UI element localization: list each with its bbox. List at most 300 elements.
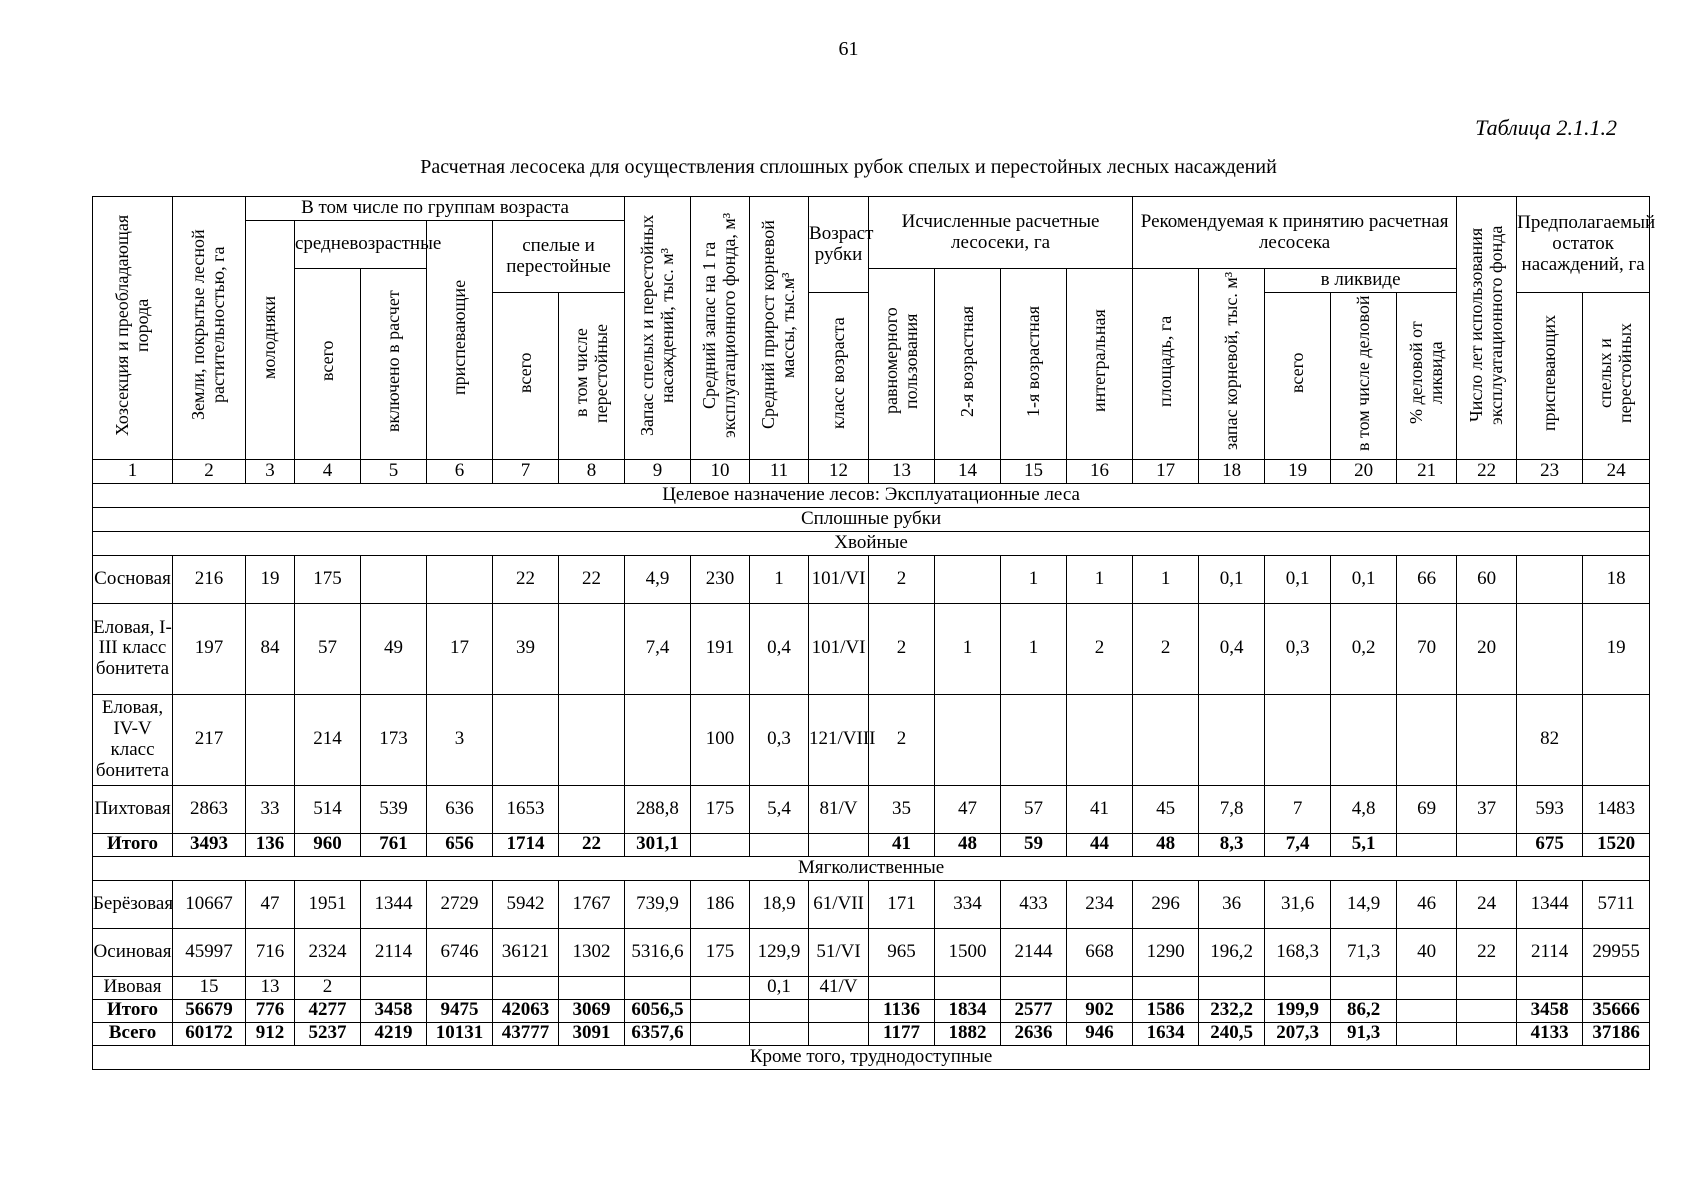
table-cell: 57 xyxy=(295,603,361,694)
table-cell xyxy=(1067,694,1133,785)
table-cell: 1344 xyxy=(1517,880,1583,928)
section-conifer: Хвойные xyxy=(93,531,1650,555)
table-cell: 29955 xyxy=(1583,928,1650,976)
table-cell: 668 xyxy=(1067,928,1133,976)
table-cell: 47 xyxy=(935,785,1001,833)
table-cell: 1653 xyxy=(493,785,559,833)
table-cell: 6 xyxy=(427,459,493,483)
table-cell: 761 xyxy=(361,833,427,856)
table-cell: 61/VII xyxy=(809,880,869,928)
table-cell: 14,9 xyxy=(1331,880,1397,928)
table-cell: 20 xyxy=(1331,459,1397,483)
header-age-groups: В том числе по группам возраста xyxy=(246,197,625,221)
table-row xyxy=(93,603,1650,694)
table-cell xyxy=(691,1022,750,1045)
total-row-conifer xyxy=(93,833,1650,856)
table-cell: 4219 xyxy=(361,1022,427,1045)
table-cell xyxy=(1001,694,1067,785)
table-cell: 1 xyxy=(750,555,809,603)
table-cell: 69 xyxy=(1397,785,1457,833)
table-cell xyxy=(559,603,625,694)
section-row-footer xyxy=(93,1045,1650,1069)
section-purpose: Целевое назначение лесов: Эксплуатационные леса xyxy=(93,483,1650,507)
table-cell: 19 xyxy=(246,555,295,603)
table-cell: 66 xyxy=(1397,555,1457,603)
table-cell: 1 xyxy=(1001,603,1067,694)
header-c22: Число лет использования эксплуатационного фонда xyxy=(1457,197,1517,460)
table-cell: 3458 xyxy=(1517,999,1583,1022)
header-mid-age: средневозрастные xyxy=(295,221,427,269)
header-c2: Земли, покрытые лесной растительностью, га xyxy=(173,197,246,460)
table-cell: 1 xyxy=(935,603,1001,694)
table-cell xyxy=(935,555,1001,603)
section-softwood: Мягколиственные xyxy=(93,856,1650,880)
table-cell: 33 xyxy=(246,785,295,833)
page-number: 61 xyxy=(838,38,859,60)
table-cell: 9 xyxy=(625,459,691,483)
table-cell: 960 xyxy=(295,833,361,856)
table-cell: 17 xyxy=(1133,459,1199,483)
table-cell: 71,3 xyxy=(1331,928,1397,976)
table-cell: 1634 xyxy=(1133,1022,1199,1045)
table-cell xyxy=(1265,694,1331,785)
table-cell: 1834 xyxy=(935,999,1001,1022)
table-cell xyxy=(809,999,869,1022)
table-cell: 168,3 xyxy=(1265,928,1331,976)
header-c13: равномерного пользования xyxy=(869,269,935,460)
table-cell: 1500 xyxy=(935,928,1001,976)
table-cell xyxy=(1397,833,1457,856)
table-cell: 946 xyxy=(1067,1022,1133,1045)
table-cell xyxy=(559,785,625,833)
table-cell: 2 xyxy=(1133,603,1199,694)
table-cell: 0,3 xyxy=(750,694,809,785)
table-cell: 24 xyxy=(1457,880,1517,928)
table-cell: 776 xyxy=(246,999,295,1022)
header-c14: 2-я возрастная xyxy=(935,269,1001,460)
header-c15: 1-я возрастная xyxy=(1001,269,1067,460)
table-cell xyxy=(427,976,493,999)
header-recommended: Рекомендуемая к принятию расчетная лесосека xyxy=(1133,197,1457,269)
table-cell: 70 xyxy=(1397,603,1457,694)
table-cell: 0,1 xyxy=(1265,555,1331,603)
table-cell: 230 xyxy=(691,555,750,603)
table-cell xyxy=(1457,694,1517,785)
table-cell xyxy=(625,976,691,999)
table-cell: 656 xyxy=(427,833,493,856)
header-c7: всего xyxy=(493,293,559,460)
table-cell: 41 xyxy=(869,833,935,856)
table-cell: 7 xyxy=(1265,785,1331,833)
table-cell: 51/VI xyxy=(809,928,869,976)
table-cell: 10667 xyxy=(173,880,246,928)
table-cell: 60 xyxy=(1457,555,1517,603)
table-cell: 44 xyxy=(1067,833,1133,856)
table-cell: 7,8 xyxy=(1199,785,1265,833)
table-cell xyxy=(1133,976,1199,999)
table-cell xyxy=(361,555,427,603)
row-name-cell: Ивовая xyxy=(93,976,173,999)
header-cutting-age: Возраст рубки xyxy=(809,197,869,293)
table-cell: 207,3 xyxy=(1265,1022,1331,1045)
table-header xyxy=(93,197,1656,460)
table-cell: 5,4 xyxy=(750,785,809,833)
table-cell: 100 xyxy=(691,694,750,785)
table-cell: 42063 xyxy=(493,999,559,1022)
table-cell: 48 xyxy=(1133,833,1199,856)
table-cell: 60172 xyxy=(173,1022,246,1045)
table-cell xyxy=(1397,999,1457,1022)
table-body xyxy=(93,459,1650,1069)
table-cell: 171 xyxy=(869,880,935,928)
header-c19: всего xyxy=(1265,293,1331,460)
row-name-cell: Осиновая xyxy=(93,928,173,976)
table-cell: 1 xyxy=(93,459,173,483)
grand-total-row xyxy=(93,1022,1650,1045)
table-cell xyxy=(246,694,295,785)
table-cell: 301,1 xyxy=(625,833,691,856)
table-cell xyxy=(559,694,625,785)
table-cell: 101/VI xyxy=(809,603,869,694)
table-cell: 24 xyxy=(1583,459,1650,483)
table-cell: 1483 xyxy=(1583,785,1650,833)
table-cell: 716 xyxy=(246,928,295,976)
header-c11: Средний прирост корневой массы, тыс.м³ xyxy=(750,197,809,460)
section-row-purpose xyxy=(93,483,1650,507)
table-cell xyxy=(750,833,809,856)
table-cell xyxy=(625,694,691,785)
table-cell: 35 xyxy=(869,785,935,833)
table-cell: 37 xyxy=(1457,785,1517,833)
table-cell: 19 xyxy=(1583,603,1650,694)
header-c17: площадь, га xyxy=(1133,269,1199,460)
table-cell xyxy=(559,976,625,999)
table-cell: 15 xyxy=(1001,459,1067,483)
table-cell: 36 xyxy=(1199,880,1265,928)
table-cell xyxy=(1583,976,1650,999)
table-cell: 84 xyxy=(246,603,295,694)
table-cell: 101/VI xyxy=(809,555,869,603)
header-c21: % деловой от ликвида xyxy=(1397,293,1457,460)
table-cell: 739,9 xyxy=(625,880,691,928)
table-cell: 6056,5 xyxy=(625,999,691,1022)
table-cell: 636 xyxy=(427,785,493,833)
table-cell: 19 xyxy=(1265,459,1331,483)
table-cell: 22 xyxy=(493,555,559,603)
header-remain: Предполагаемый остаток насаждений, га xyxy=(1517,197,1650,293)
table-cell: 2577 xyxy=(1001,999,1067,1022)
table-cell: 22 xyxy=(559,833,625,856)
table-cell: 91,3 xyxy=(1331,1022,1397,1045)
section-footer: Кроме того, труднодоступные xyxy=(93,1045,1650,1069)
table-cell: 57 xyxy=(1001,785,1067,833)
header-c4: всего xyxy=(295,269,361,460)
table-cell: 49 xyxy=(361,603,427,694)
table-cell: 965 xyxy=(869,928,935,976)
table-cell: 1520 xyxy=(1583,833,1650,856)
table-cell xyxy=(809,833,869,856)
table-cell: 2 xyxy=(173,459,246,483)
table-cell: 5942 xyxy=(493,880,559,928)
table-cell: 1136 xyxy=(869,999,935,1022)
table-cell: 59 xyxy=(1001,833,1067,856)
header-liquid: в ликвиде xyxy=(1265,269,1457,293)
row-name-cell: Итого xyxy=(93,833,173,856)
header-c20: в том числе деловой xyxy=(1331,293,1397,460)
table-cell xyxy=(809,1022,869,1045)
table-cell xyxy=(1517,603,1583,694)
table-cell: 1882 xyxy=(935,1022,1001,1045)
table-cell: 136 xyxy=(246,833,295,856)
table-cell: 3 xyxy=(246,459,295,483)
table-cell: 10131 xyxy=(427,1022,493,1045)
table-cell: 197 xyxy=(173,603,246,694)
table-row xyxy=(93,976,1650,999)
table-cell: 5711 xyxy=(1583,880,1650,928)
table-cell: 1290 xyxy=(1133,928,1199,976)
table-cell: 121/VIII xyxy=(809,694,869,785)
section-cutting: Сплошные рубки xyxy=(93,507,1650,531)
table-cell: 0,4 xyxy=(1199,603,1265,694)
header-c5: включено в расчет xyxy=(361,269,427,460)
table-row xyxy=(93,928,1650,976)
table-cell: 0,4 xyxy=(750,603,809,694)
table-cell: 4133 xyxy=(1517,1022,1583,1045)
header-c8: в том числе перестойные xyxy=(559,293,625,460)
table-cell xyxy=(1199,976,1265,999)
table-cell: 10 xyxy=(691,459,750,483)
table-cell xyxy=(1583,694,1650,785)
forest-cutting-table xyxy=(92,196,1656,1070)
table-cell: 7 xyxy=(493,459,559,483)
table-row xyxy=(93,785,1650,833)
table-cell xyxy=(935,976,1001,999)
table-cell: 240,5 xyxy=(1199,1022,1265,1045)
header-calc: Исчисленные расчетные лесосеки, га xyxy=(869,197,1133,269)
table-cell: 4 xyxy=(295,459,361,483)
table-cell: 8 xyxy=(559,459,625,483)
table-cell xyxy=(1067,976,1133,999)
table-row xyxy=(93,694,1650,785)
table-cell: 3493 xyxy=(173,833,246,856)
table-cell xyxy=(1517,555,1583,603)
table-cell xyxy=(1457,1022,1517,1045)
table-cell xyxy=(750,1022,809,1045)
table-cell: 196,2 xyxy=(1199,928,1265,976)
table-cell: 0,1 xyxy=(1331,555,1397,603)
table-cell: 23 xyxy=(1517,459,1583,483)
table-cell: 22 xyxy=(1457,928,1517,976)
row-name-cell: Пихтовая xyxy=(93,785,173,833)
table-cell: 6746 xyxy=(427,928,493,976)
header-c18: запас корневой, тыс. м³ xyxy=(1199,269,1265,460)
table-cell: 1177 xyxy=(869,1022,935,1045)
table-cell: 296 xyxy=(1133,880,1199,928)
table-cell: 43777 xyxy=(493,1022,559,1045)
table-row xyxy=(93,880,1650,928)
table-cell: 48 xyxy=(935,833,1001,856)
table-cell: 1 xyxy=(1133,555,1199,603)
table-cell: 5316,6 xyxy=(625,928,691,976)
row-name-cell: Еловая, I-III класс бонитета xyxy=(93,603,173,694)
table-cell: 2 xyxy=(295,976,361,999)
table-cell: 334 xyxy=(935,880,1001,928)
table-cell: 1714 xyxy=(493,833,559,856)
header-c6: приспевающие xyxy=(427,221,493,460)
table-cell: 3 xyxy=(427,694,493,785)
table-cell: 2114 xyxy=(1517,928,1583,976)
table-cell xyxy=(1517,976,1583,999)
table-cell: 1 xyxy=(1001,555,1067,603)
table-cell: 4,9 xyxy=(625,555,691,603)
table-cell: 46 xyxy=(1397,880,1457,928)
table-cell xyxy=(493,976,559,999)
table-cell: 217 xyxy=(173,694,246,785)
table-cell: 216 xyxy=(173,555,246,603)
row-name-cell: Всего xyxy=(93,1022,173,1045)
table-cell: 3091 xyxy=(559,1022,625,1045)
table-cell xyxy=(691,976,750,999)
table-cell: 8,3 xyxy=(1199,833,1265,856)
table-cell xyxy=(691,833,750,856)
row-name-cell: Еловая, IV-V класс бонитета xyxy=(93,694,173,785)
row-name-cell: Сосновая xyxy=(93,555,173,603)
table-cell: 47 xyxy=(246,880,295,928)
table-cell: 539 xyxy=(361,785,427,833)
table-cell xyxy=(1457,976,1517,999)
table-cell: 1344 xyxy=(361,880,427,928)
table-cell: 0,2 xyxy=(1331,603,1397,694)
header-c24: спелых и перестойных xyxy=(1583,293,1650,460)
table-cell: 5,1 xyxy=(1331,833,1397,856)
section-row-conifer xyxy=(93,531,1650,555)
table-cell xyxy=(1199,694,1265,785)
table-cell: 15 xyxy=(173,976,246,999)
table-cell: 3458 xyxy=(361,999,427,1022)
table-cell xyxy=(1397,694,1457,785)
table-cell: 1951 xyxy=(295,880,361,928)
table-cell: 232,2 xyxy=(1199,999,1265,1022)
row-name-cell: Берёзовая xyxy=(93,880,173,928)
table-cell: 6357,6 xyxy=(625,1022,691,1045)
table-cell: 175 xyxy=(691,928,750,976)
table-cell xyxy=(361,976,427,999)
table-cell: 2 xyxy=(869,694,935,785)
table-cell: 2729 xyxy=(427,880,493,928)
row-name-cell: Итого xyxy=(93,999,173,1022)
table-cell: 1 xyxy=(1067,555,1133,603)
table-cell: 0,1 xyxy=(750,976,809,999)
table-cell: 199,9 xyxy=(1265,999,1331,1022)
table-cell: 675 xyxy=(1517,833,1583,856)
table-cell: 35666 xyxy=(1583,999,1650,1022)
table-cell xyxy=(1457,833,1517,856)
table-cell: 5 xyxy=(361,459,427,483)
table-cell xyxy=(1457,999,1517,1022)
table-cell: 18 xyxy=(1199,459,1265,483)
table-cell: 7,4 xyxy=(625,603,691,694)
table-cell: 234 xyxy=(1067,880,1133,928)
table-cell xyxy=(750,999,809,1022)
section-row-cutting xyxy=(93,507,1650,531)
table-cell: 20 xyxy=(1457,603,1517,694)
section-row-softwood xyxy=(93,856,1650,880)
header-c23: приспевающих xyxy=(1517,293,1583,460)
table-cell: 18 xyxy=(1583,555,1650,603)
header-c10: Средний запас на 1 га эксплуатационного фонда, м³ xyxy=(691,197,750,460)
table-cell: 191 xyxy=(691,603,750,694)
header-mature: спелые и перестойные xyxy=(493,221,625,293)
table-cell: 56679 xyxy=(173,999,246,1022)
table-cell: 3069 xyxy=(559,999,625,1022)
table-cell: 41/V xyxy=(809,976,869,999)
table-cell: 22 xyxy=(559,555,625,603)
table-cell: 14 xyxy=(935,459,1001,483)
table-cell: 902 xyxy=(1067,999,1133,1022)
table-cell: 2863 xyxy=(173,785,246,833)
table-cell xyxy=(493,694,559,785)
table-cell: 0,3 xyxy=(1265,603,1331,694)
column-numbers-row xyxy=(93,459,1650,483)
table-cell: 9475 xyxy=(427,999,493,1022)
table-cell: 31,6 xyxy=(1265,880,1331,928)
table-cell: 40 xyxy=(1397,928,1457,976)
table-cell: 12 xyxy=(809,459,869,483)
table-label: Таблица 2.1.1.2 xyxy=(1475,115,1617,140)
table-cell: 39 xyxy=(493,603,559,694)
table-cell: 81/V xyxy=(809,785,869,833)
table-cell: 2 xyxy=(869,555,935,603)
header-c16: интегральная xyxy=(1067,269,1133,460)
table-row xyxy=(93,555,1650,603)
table-cell: 514 xyxy=(295,785,361,833)
table-cell: 2144 xyxy=(1001,928,1067,976)
header-c12: класс возраста xyxy=(809,293,869,460)
table-cell xyxy=(1397,1022,1457,1045)
table-cell: 45997 xyxy=(173,928,246,976)
table-cell: 593 xyxy=(1517,785,1583,833)
table-cell xyxy=(1133,694,1199,785)
table-cell: 11 xyxy=(750,459,809,483)
table-cell: 1767 xyxy=(559,880,625,928)
table-cell xyxy=(1331,694,1397,785)
header-c1: Хозсекция и преобладающая порода xyxy=(93,197,173,460)
table-cell: 2 xyxy=(1067,603,1133,694)
table-cell: 214 xyxy=(295,694,361,785)
table-cell xyxy=(1331,976,1397,999)
table-cell: 4,8 xyxy=(1331,785,1397,833)
table-cell: 912 xyxy=(246,1022,295,1045)
table-cell: 13 xyxy=(246,976,295,999)
table-cell: 5237 xyxy=(295,1022,361,1045)
header-c9: Запас спелых и перестойных насаждений, тыс. м³ xyxy=(625,197,691,460)
table-cell xyxy=(1397,976,1457,999)
table-cell xyxy=(869,976,935,999)
table-cell: 82 xyxy=(1517,694,1583,785)
table-cell: 1586 xyxy=(1133,999,1199,1022)
table-cell: 21 xyxy=(1397,459,1457,483)
table-cell: 2636 xyxy=(1001,1022,1067,1045)
table-cell: 2114 xyxy=(361,928,427,976)
table-cell: 16 xyxy=(1067,459,1133,483)
total-row-softwood xyxy=(93,999,1650,1022)
table-cell: 22 xyxy=(1457,459,1517,483)
table-cell: 186 xyxy=(691,880,750,928)
table-cell: 45 xyxy=(1133,785,1199,833)
table-cell: 1302 xyxy=(559,928,625,976)
table-title: Расчетная лесосека для осуществления сплошных рубок спелых и перестойных лесных насаждений xyxy=(420,156,1277,178)
table-cell: 288,8 xyxy=(625,785,691,833)
